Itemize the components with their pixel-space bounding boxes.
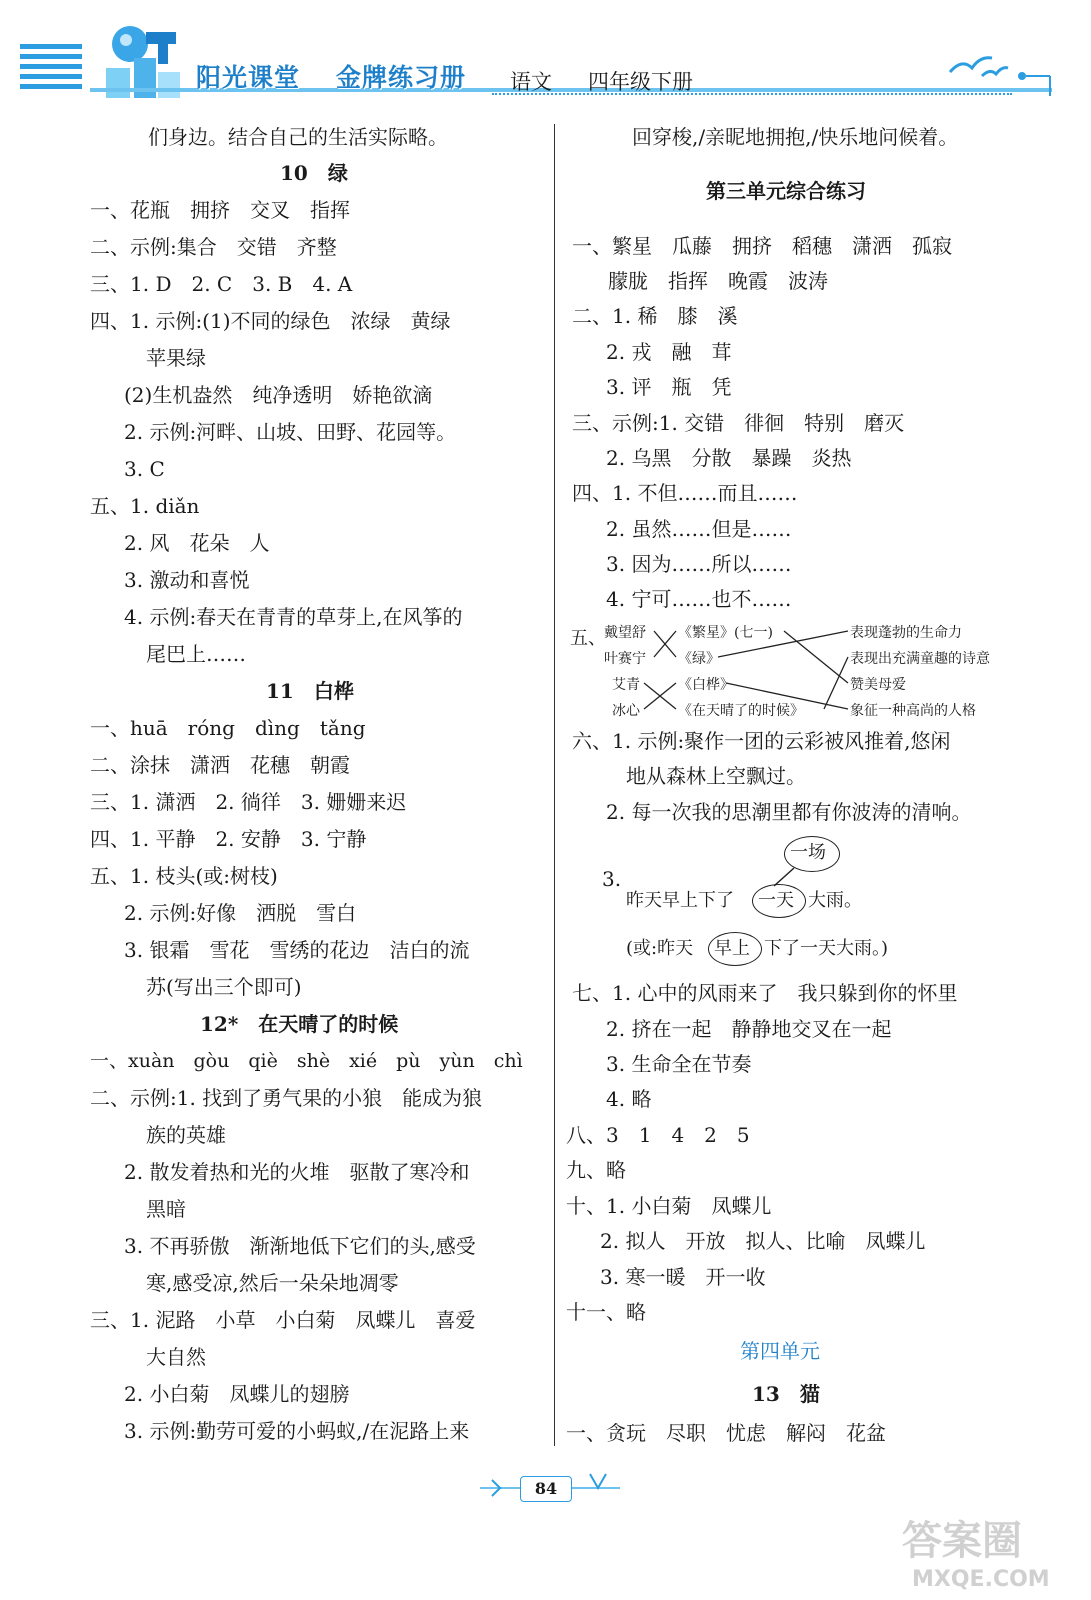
lesson-title: 10 绿 bbox=[280, 161, 348, 185]
text-line: 下了一天大雨。) bbox=[764, 938, 889, 959]
work: 《白桦》 bbox=[678, 677, 734, 693]
text-line: 2. 示例:好像 洒脱 雪白 bbox=[124, 901, 357, 925]
text-line: 寒,感受凉,然后一朵朵地凋零 bbox=[146, 1271, 399, 1295]
text-line: 二、1. 稀 膝 溪 bbox=[572, 304, 738, 328]
author: 叶赛宁 bbox=[604, 651, 646, 667]
text-line: 昨天早上下了 bbox=[626, 890, 734, 911]
theme: 表现出充满童趣的诗意 bbox=[850, 651, 990, 667]
text-line: 朦胧 指挥 晚霞 波涛 bbox=[608, 269, 828, 293]
author: 戴望舒 bbox=[604, 625, 646, 641]
header-stripes bbox=[20, 44, 82, 96]
text-line: 3. 激动和喜悦 bbox=[124, 568, 250, 592]
theme: 表现蓬勃的生命力 bbox=[850, 625, 962, 641]
circled-word: 早上 bbox=[714, 938, 750, 959]
text-line: 3. 不再骄傲 渐渐地低下它们的头,感受 bbox=[124, 1234, 476, 1258]
column-divider bbox=[554, 124, 555, 1446]
text-line: 3. 示例:勤劳可爱的小蚂蚁,/在泥路上来 bbox=[124, 1419, 470, 1443]
page-number: 84 bbox=[520, 1476, 572, 1502]
text-line: 九、略 bbox=[566, 1158, 626, 1182]
unit-review-title: 第三单元综合练习 bbox=[706, 179, 866, 203]
text-line: 2. 挤在一起 静静地交叉在一起 bbox=[606, 1017, 892, 1041]
text-line: 3. 生命全在节奏 bbox=[606, 1052, 752, 1076]
text-line: 回穿梭,/亲昵地拥抱,/快乐地问候着。 bbox=[632, 125, 959, 149]
text-line: 族的英雄 bbox=[146, 1123, 226, 1147]
svg-text:答案圈: 答案圈 bbox=[902, 1518, 1022, 1564]
text-line: 3. 因为……所以…… bbox=[606, 552, 792, 576]
text-line: 苹果绿 bbox=[146, 346, 206, 370]
text-line: 地从森林上空飘过。 bbox=[626, 764, 806, 788]
text-line: (或:昨天 bbox=[626, 938, 694, 959]
page-header bbox=[0, 0, 1091, 110]
text-line: 4. 宁可……也不…… bbox=[606, 587, 792, 611]
text-line: 三、1. 泥路 小草 小白菊 凤蝶儿 喜爱 bbox=[90, 1308, 476, 1332]
text-line: 2. 小白菊 凤蝶儿的翅膀 bbox=[124, 1382, 350, 1406]
author: 艾青 bbox=[612, 677, 640, 693]
grade-label: 四年级下册 bbox=[588, 70, 693, 94]
text-line: 六、1. 示例:聚作一团的云彩被风推着,悠闲 bbox=[572, 729, 951, 753]
theme: 象征一种高尚的人格 bbox=[850, 703, 976, 719]
text-line: 3. 银霜 雪花 雪绣的花边 洁白的流 bbox=[124, 938, 470, 962]
text-line: 一、繁星 瓜藤 拥挤 稻穗 潇洒 孤寂 bbox=[572, 234, 952, 258]
unit-title: 第四单元 bbox=[740, 1339, 820, 1363]
lesson-title: 13 猫 bbox=[752, 1382, 820, 1406]
text-line: 一、huā róng dìng tǎng bbox=[90, 716, 366, 740]
text-line: 四、1. 不但……而且…… bbox=[572, 481, 798, 505]
text-line: 2. 风 花朵 人 bbox=[124, 531, 270, 555]
text-line: 大雨。 bbox=[808, 890, 862, 911]
birds-icon bbox=[942, 46, 1052, 96]
text-line: 3. C bbox=[124, 457, 165, 481]
text-line: 五、1. 枝头(或:树枝) bbox=[90, 864, 278, 888]
work: 《在天晴了的时候》 bbox=[678, 703, 804, 719]
text-line: 三、示例:1. 交错 徘徊 特别 磨灭 bbox=[572, 411, 905, 435]
matching-exercise bbox=[566, 616, 1026, 724]
text-line: 3. 评 瓶 凭 bbox=[606, 375, 732, 399]
text-line: 十一、略 bbox=[566, 1300, 646, 1324]
text-line: 2. 虽然……但是…… bbox=[606, 517, 792, 541]
watermark-logo bbox=[896, 1508, 1066, 1594]
text-line: 大自然 bbox=[146, 1345, 206, 1369]
theme: 赞美母爱 bbox=[850, 677, 906, 693]
svg-text:MXQE.COM: MXQE.COM bbox=[912, 1567, 1050, 1592]
text-line: 四、1. 平静 2. 安静 3. 宁静 bbox=[90, 827, 367, 851]
text-line: 四、1. 示例:(1)不同的绿色 浓绿 黄绿 bbox=[90, 309, 451, 333]
text-line: 2. 戎 融 茸 bbox=[606, 340, 732, 364]
text-line: 2. 每一次我的思潮里都有你波涛的清响。 bbox=[606, 800, 972, 824]
author: 冰心 bbox=[612, 703, 640, 719]
text-line: 们身边。结合自己的生活实际略。 bbox=[148, 125, 448, 149]
text-line: 3. bbox=[602, 867, 622, 891]
text-line: 三、1. 潇洒 2. 徜徉 3. 姗姗来迟 bbox=[90, 790, 407, 814]
text-line: 七、1. 心中的风雨来了 我只躲到你的怀里 bbox=[572, 981, 958, 1005]
header-dotted-rule bbox=[492, 93, 1012, 95]
text-line: 二、涂抹 潇洒 花穗 朝霞 bbox=[90, 753, 350, 777]
lesson-title: 12* 在天晴了的时候 bbox=[200, 1012, 399, 1036]
text-line: 八、3 1 4 2 5 bbox=[566, 1123, 750, 1147]
text-line: 2. 散发着热和光的火堆 驱散了寒冷和 bbox=[124, 1160, 470, 1184]
circled-word: 一场 bbox=[790, 842, 826, 863]
text-line: 二、示例:集合 交错 齐整 bbox=[90, 235, 337, 259]
text-line: 十、1. 小白菊 凤蝶儿 bbox=[566, 1194, 772, 1218]
circled-word: 一天 bbox=[758, 890, 794, 911]
text-line: 一、贪玩 尽职 忧虑 解闷 花盆 bbox=[566, 1421, 886, 1445]
text-line: 苏(写出三个即可) bbox=[146, 975, 302, 999]
text-line: 五、1. diǎn bbox=[90, 494, 200, 518]
text-line: 尾巴上…… bbox=[146, 642, 246, 666]
series-title: 阳光课堂 bbox=[196, 63, 301, 92]
matching-lines bbox=[566, 616, 1026, 724]
work: 《繁星》(七一) bbox=[678, 625, 773, 641]
text-line: 一、花瓶 拥挤 交叉 指挥 bbox=[90, 198, 350, 222]
question-number: 五、 bbox=[570, 628, 606, 649]
text-line: 4. 略 bbox=[606, 1087, 652, 1111]
series-subtitle: 金牌练习册 bbox=[336, 63, 467, 92]
text-line: 2. 乌黑 分散 暴躁 炎热 bbox=[606, 446, 852, 470]
text-line: (2)生机盎然 纯净透明 娇艳欲滴 bbox=[124, 383, 433, 407]
text-line: 3. 寒一暖 开一收 bbox=[600, 1265, 766, 1289]
text-line: 4. 示例:春天在青青的草芽上,在风筝的 bbox=[124, 605, 463, 629]
text-line: 2. 示例:河畔、山坡、田野、花园等。 bbox=[124, 420, 457, 444]
text-line: 二、示例:1. 找到了勇气果的小狼 能成为狼 bbox=[90, 1086, 483, 1110]
lesson-title: 11 白桦 bbox=[266, 679, 354, 703]
text-line: 黑暗 bbox=[146, 1197, 186, 1221]
text-line: 三、1. D 2. C 3. B 4. A bbox=[90, 272, 353, 296]
subject-label: 语文 bbox=[510, 70, 552, 94]
work: 《绿》 bbox=[678, 651, 720, 667]
text-line: 2. 拟人 开放 拟人、比喻 凤蝶儿 bbox=[600, 1229, 926, 1253]
text-line: 一、xuàn gòu qiè shè xié pù yùn chì bbox=[90, 1050, 523, 1072]
